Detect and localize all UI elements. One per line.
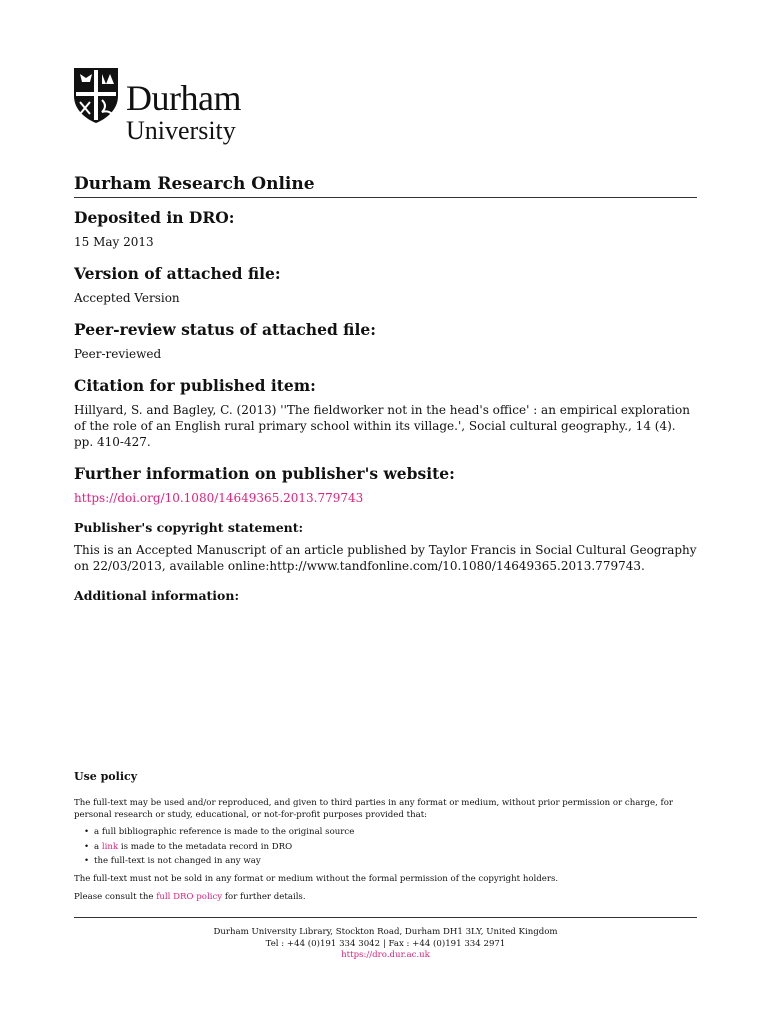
version-section (74, 264, 697, 306)
further-info-heading: Further information on publisher's website: (74, 464, 455, 483)
footer-address: Durham University Library, Stockton Road, Durham DH1 3LY, United Kingdom (213, 927, 558, 937)
deposit-metadata (74, 208, 697, 618)
deposited-date: 15 May 2013 (74, 235, 154, 249)
citation-heading: Citation for published item: (74, 376, 316, 395)
condition-unchanged: the full-text is not changed in any way (94, 856, 261, 866)
durham-university-logo (72, 66, 272, 148)
use-policy-intro: The full-text may be used and/or reproduced, and given to third parties in any format or medium, without prior permission or charge, for personal research or study, educational, or not-for-profit purposes provided that: (74, 798, 673, 820)
condition-link-suffix: is made to the metadata record in DRO (120, 841, 293, 852)
dro-website-link[interactable]: https://dro.dur.ac.uk (341, 950, 430, 960)
logo-wordmark-durham: Durham (126, 78, 241, 118)
copyright-section (74, 520, 697, 574)
copyright-heading: Publisher's copyright statement: (74, 520, 304, 535)
copyright-statement: This is an Accepted Manuscript of an article published by Taylor Francis in Social Cultural Geography on 22/03/2013, available online:http://www.tandfonline.com/10.1080/14649365.2013.779743. (74, 543, 697, 573)
condition-reference: a full bibliographic reference is made to the original source (94, 827, 355, 837)
additional-info-section (74, 588, 697, 604)
list-item (84, 825, 697, 840)
deposited-section (74, 208, 697, 250)
peer-review-section (74, 320, 697, 362)
version-heading: Version of attached file: (74, 264, 281, 283)
list-item (84, 854, 697, 869)
version-value: Accepted Version (74, 291, 180, 305)
library-footer (74, 927, 697, 962)
repository-title: Durham Research Online (74, 174, 315, 194)
use-policy-heading: Use policy (74, 770, 138, 783)
shield-icon (72, 66, 120, 124)
condition-link-prefix: a (94, 841, 100, 852)
logo-wordmark-university: University (126, 116, 236, 145)
peer-review-value: Peer-reviewed (74, 347, 162, 361)
deposited-heading: Deposited in DRO: (74, 208, 235, 227)
title-divider (74, 197, 697, 198)
additional-info-heading: Additional information: (74, 588, 240, 603)
footer-contact: Tel : +44 (0)191 334 3042 | Fax : +44 (0)191 334 2971 (265, 938, 506, 949)
use-policy-conditions (74, 825, 697, 869)
citation-text: Hillyard, S. and Bagley, C. (2013) ''The fieldworker not in the head's office' : an empirical exploration of the role of an English rural primary school within its village.', Social cultural geography., 14 (4). pp. 410-427. (74, 403, 690, 449)
consult-suffix: for further details. (224, 891, 306, 902)
use-policy-consult (74, 891, 697, 903)
further-info-section (74, 464, 697, 506)
citation-section (74, 376, 697, 450)
footer-divider (74, 917, 697, 918)
publisher-doi-link[interactable]: https://doi.org/10.1080/14649365.2013.779743 (74, 491, 364, 505)
peer-review-heading: Peer-review status of attached file: (74, 320, 376, 339)
use-policy (74, 770, 697, 903)
list-item (84, 840, 697, 855)
metadata-record-link[interactable]: link (101, 841, 119, 852)
consult-prefix: Please consult the (74, 891, 154, 902)
full-dro-policy-link[interactable]: full DRO policy (156, 891, 223, 902)
use-policy-restriction: The full-text must not be sold in any format or medium without the formal permission of the copyright holders. (74, 873, 559, 884)
